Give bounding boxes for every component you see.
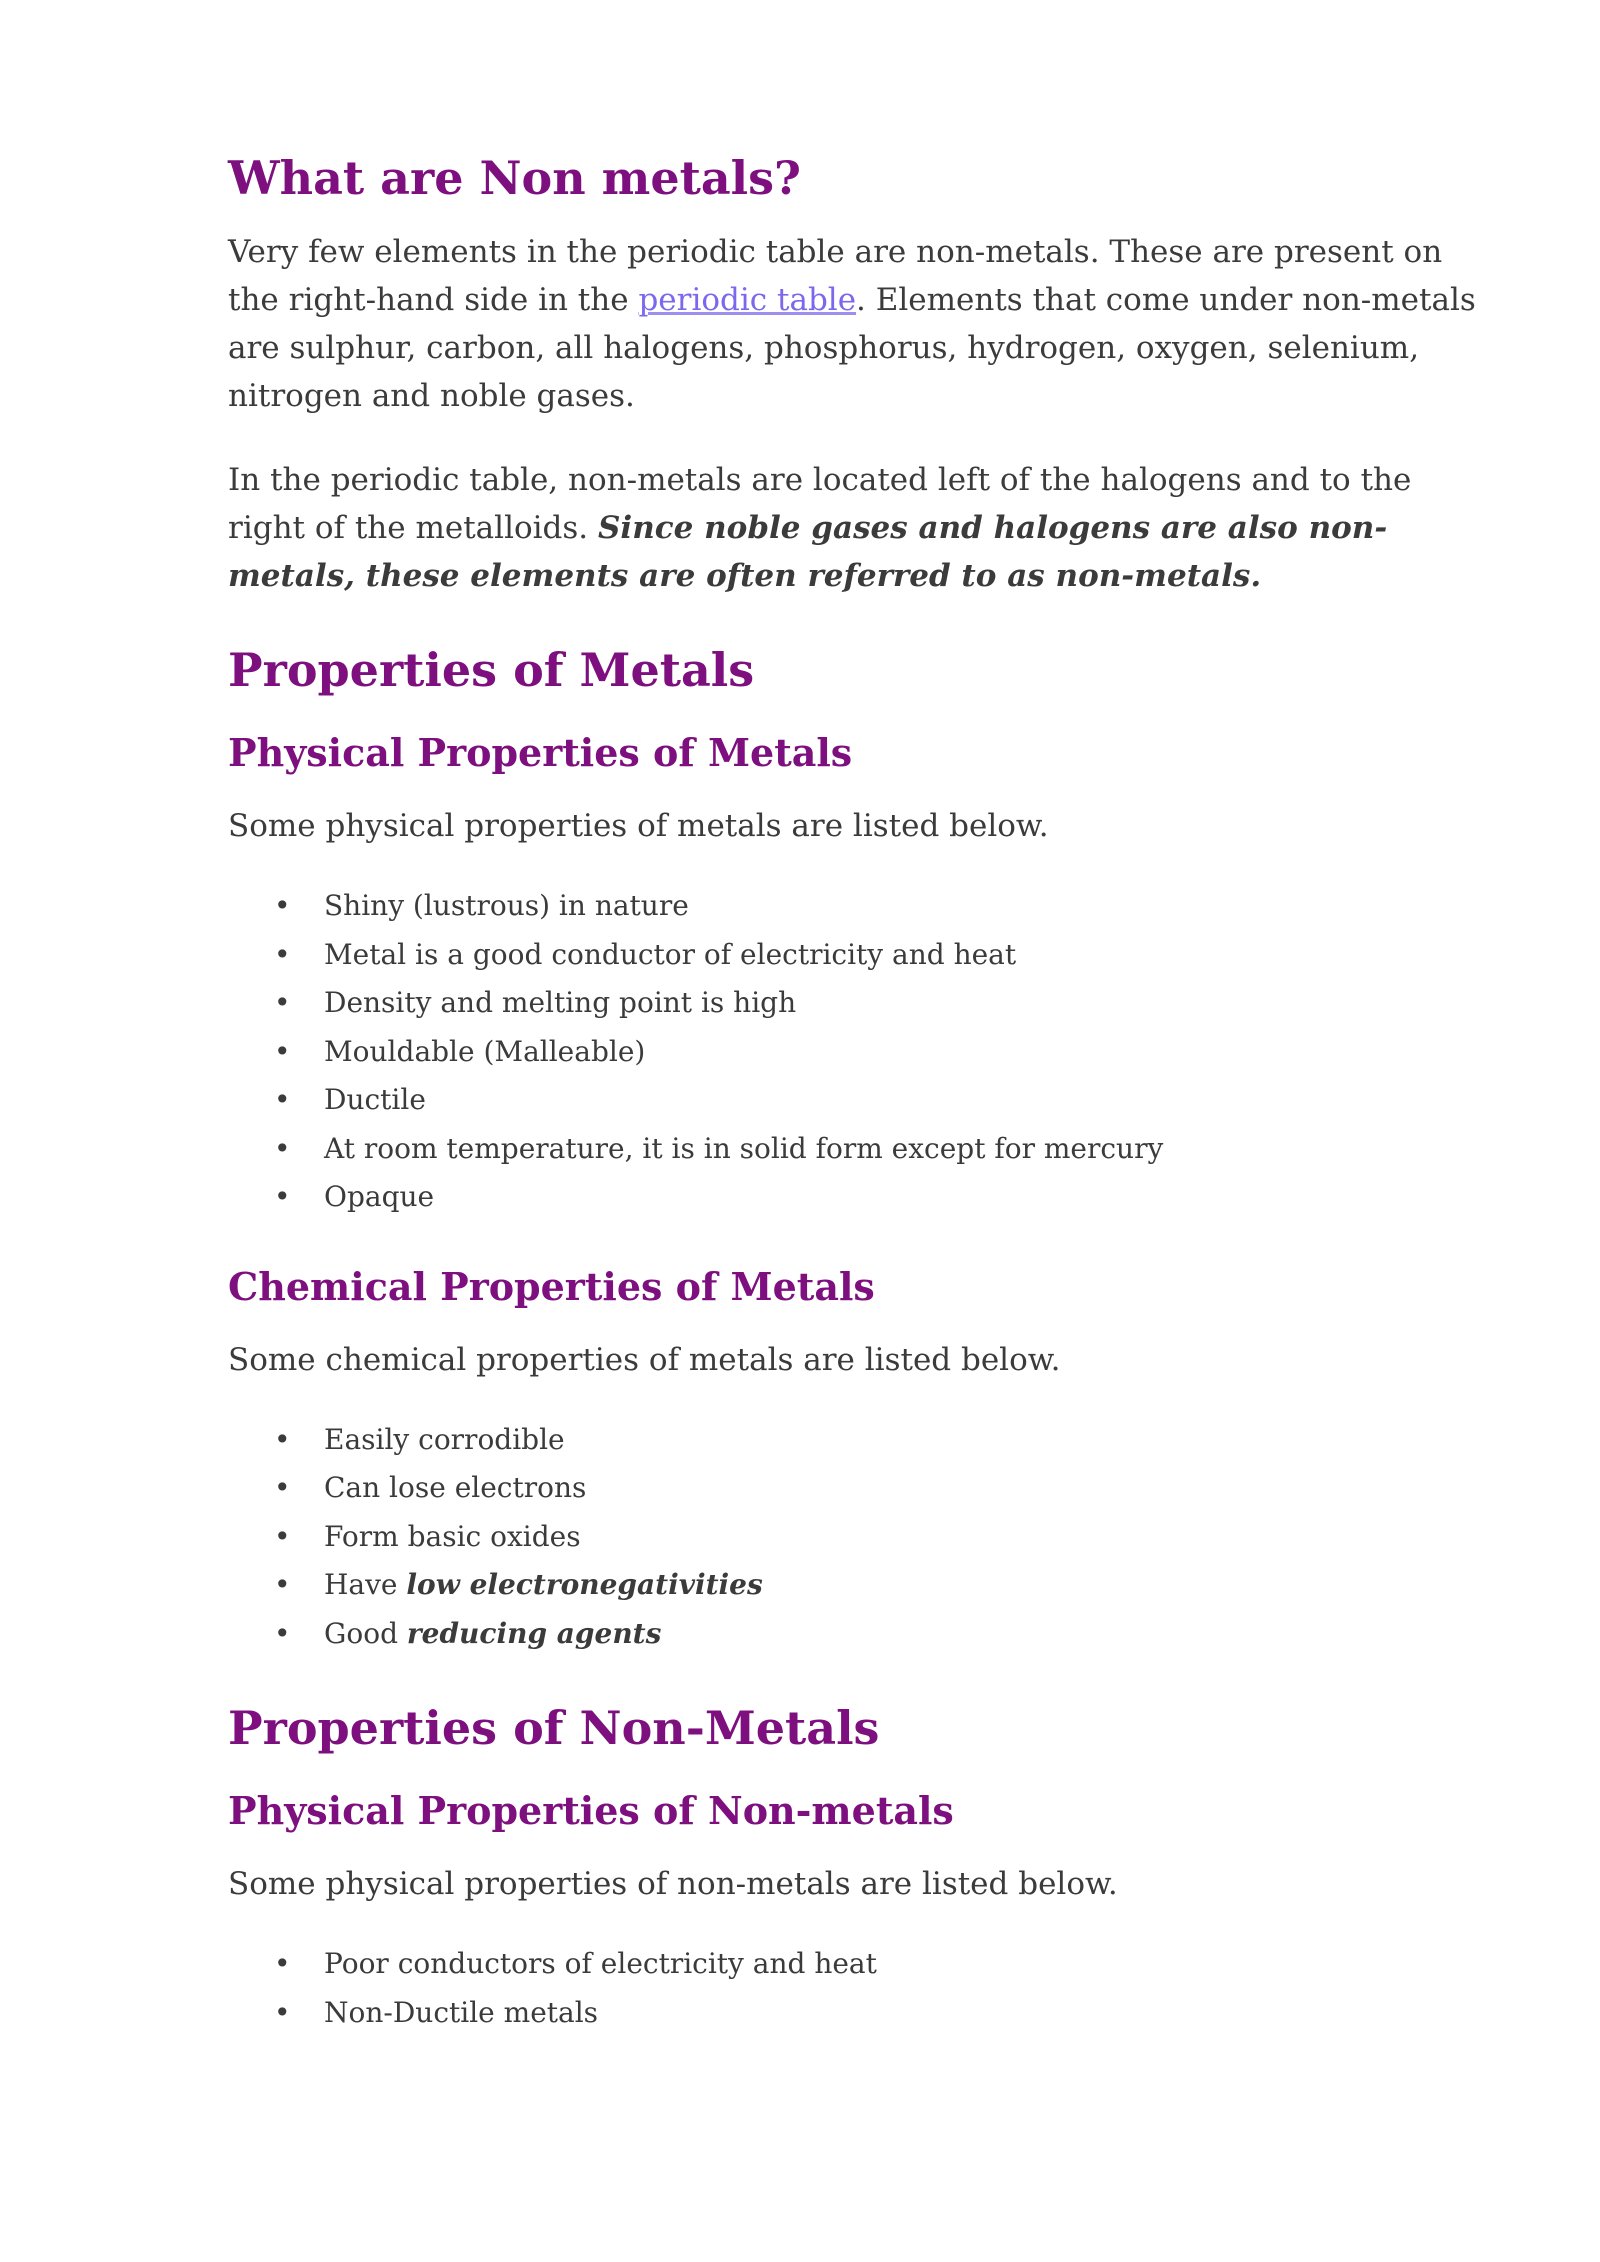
physical-non-metals-intro: Some physical properties of non-metals are listed below.: [228, 1866, 1118, 1902]
physical-metals-intro: Some physical properties of metals are listed below.: [228, 808, 1049, 844]
bullet-icon: •: [274, 1519, 291, 1553]
list-item-text: Metal is a good conductor of electricity and heat: [324, 937, 1017, 971]
subsection-title-chemical-metals: Chemical Properties of Metals: [228, 1263, 875, 1309]
periodic-table-link[interactable]: periodic table: [638, 282, 857, 318]
bullet-icon: •: [274, 1995, 291, 2029]
list-item-text: Have: [324, 1568, 407, 1601]
list-item-text: Non-Ductile metals: [324, 1995, 599, 2029]
list-item: [274, 1125, 1478, 1174]
emphasis-text: reducing agents: [406, 1616, 662, 1650]
list-item: [274, 1464, 1478, 1513]
list-item: [274, 1610, 1478, 1659]
subsection-title-physical-metals: Physical Properties of Metals: [228, 730, 853, 775]
section-title-non-metals: What are Non metals?: [228, 151, 802, 205]
physical-non-metals-list: [228, 1940, 1478, 2037]
paragraph-text: . Elements that come under non-metals are sulphur, carbon, all halogens, phosphorus, hydrogen, oxygen, selenium, nitrogen and noble gases.: [228, 282, 1476, 414]
list-item-text: Ductile: [324, 1083, 426, 1116]
bullet-icon: •: [274, 1471, 291, 1504]
bullet-icon: •: [274, 1947, 291, 1980]
bullet-icon: •: [274, 1180, 291, 1213]
list-item-text: Good: [324, 1616, 407, 1650]
article: [228, 148, 1478, 2077]
list-item-text: Opaque: [324, 1180, 435, 1213]
list-item: [274, 1989, 1478, 2038]
section-title-properties-of-non-metals: Properties of Non-Metals: [228, 1701, 880, 1755]
list-item: [274, 1561, 1478, 1610]
bullet-icon: •: [274, 1131, 291, 1165]
list-item: [274, 979, 1478, 1028]
chemical-metals-intro: Some chemical properties of metals are listed below.: [228, 1341, 1061, 1378]
list-item-text: Poor conductors of electricity and heat: [324, 1947, 877, 1980]
list-item: [274, 1028, 1478, 1077]
non-metals-paragraph-2: [228, 456, 1478, 600]
list-item: [274, 882, 1478, 931]
bullet-icon: •: [274, 1034, 291, 1068]
non-metals-paragraph-1: [228, 228, 1478, 420]
list-item: [274, 1173, 1478, 1222]
list-item: [274, 1076, 1478, 1125]
bullet-icon: •: [274, 1568, 291, 1601]
bullet-icon: •: [274, 937, 291, 971]
chemical-metals-list: [228, 1416, 1478, 1659]
list-item: [274, 931, 1478, 980]
bullet-icon: •: [274, 986, 291, 1019]
list-item: [274, 1416, 1478, 1465]
bullet-icon: •: [274, 1083, 291, 1116]
emphasis-text: Since noble gases and halogens are also non-metals, these elements are often referred to as non-metals.: [228, 510, 1388, 594]
paragraph-text: Very few elements in the periodic table are non-metals. These are present on the right-hand side in the: [228, 234, 1443, 318]
list-item-text: Can lose electrons: [324, 1471, 587, 1504]
list-item: [274, 1513, 1478, 1562]
bullet-icon: •: [274, 889, 291, 922]
bullet-icon: •: [274, 1422, 291, 1456]
bullet-icon: •: [274, 1616, 291, 1650]
paragraph-text: In the periodic table, non-metals are located left of the halogens and to the right of the metalloids.: [228, 462, 1412, 546]
section-title-properties-of-metals: Properties of Metals: [228, 643, 755, 697]
list-item-text: Form basic oxides: [324, 1519, 581, 1553]
emphasis-text: low electronegativities: [406, 1568, 763, 1601]
subsection-title-physical-non-metals: Physical Properties of Non-metals: [228, 1788, 954, 1833]
list-item-text: Shiny (lustrous) in nature: [324, 889, 689, 922]
list-item-text: At room temperature, it is in solid form except for mercury: [324, 1131, 1164, 1165]
list-item-text: Mouldable (Malleable): [324, 1034, 646, 1068]
list-item-text: Easily corrodible: [324, 1422, 565, 1456]
list-item: [274, 1940, 1478, 1989]
physical-metals-list: [228, 882, 1478, 1222]
list-item-text: Density and melting point is high: [324, 986, 797, 1019]
